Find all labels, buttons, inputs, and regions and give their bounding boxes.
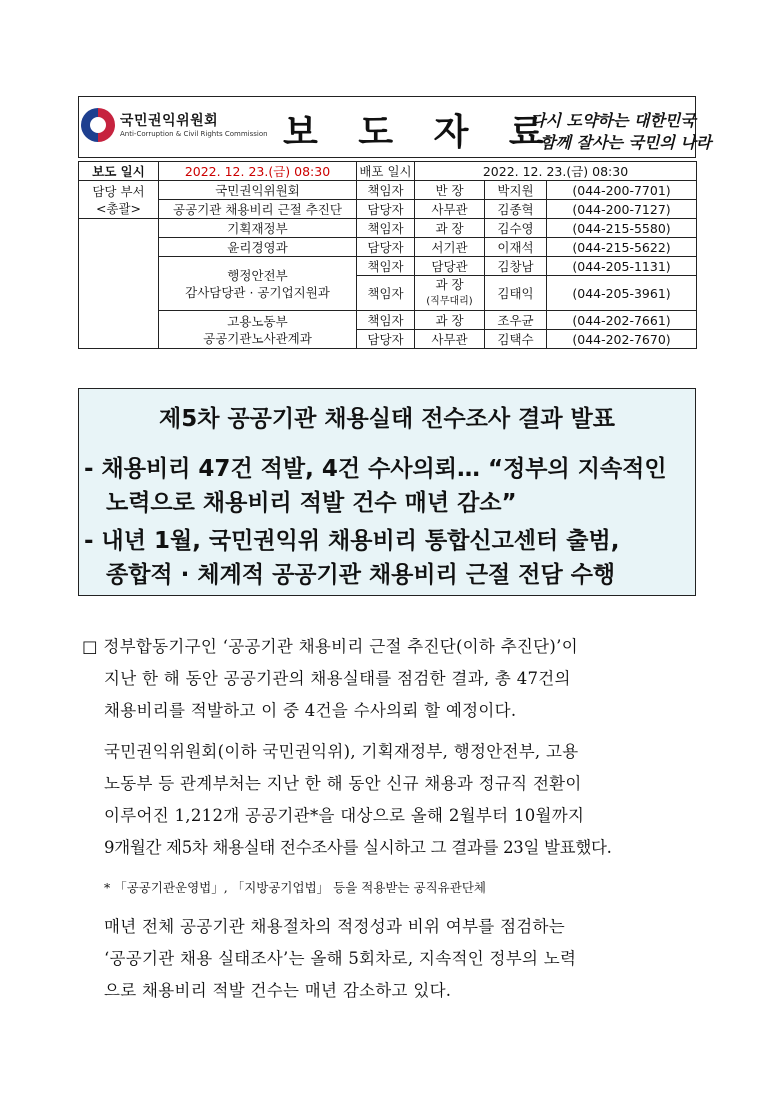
dept-cell: 고용노동부 공공기관노사관계과	[159, 311, 357, 349]
body-text: 지난 한 해 동안 공공기관의 채용실태를 점검한 결과, 총 47건의	[104, 669, 571, 688]
dept-cell: 공공기관 채용비리 근절 추진단	[159, 200, 357, 219]
role-cell: 책임자	[357, 181, 415, 200]
dept-cell: 국민권익위원회	[159, 181, 357, 200]
footnote: * 「공공기관운영법」, 「지방공기업법」 등을 적용받는 공직유관단체	[104, 880, 486, 895]
body-text: 노동부 등 관계부처는 지난 한 해 동안 신규 채용과 정규직 전환이	[104, 774, 582, 793]
contact-table	[78, 161, 697, 349]
slogan-line-1: 다시 도약하는 대한민국	[530, 111, 696, 130]
body-text: 국민권익위원회(이하 국민권익위), 기획재정부, 행정안전부, 고용	[104, 742, 579, 761]
headline-line: 노력으로 채용비리 적발 건수 매년 감소”	[106, 490, 517, 516]
org-name: 국민권익위원회	[120, 113, 219, 129]
report-date-label: 보도 일시	[79, 162, 159, 181]
phone-cell: (044-215-5580)	[547, 219, 697, 238]
body-text: □ 정부합동기구인 ‘공공기관 채용비리 근절 추진단(이하 추진단)’이	[82, 637, 578, 656]
phone-cell: (044-202-7670)	[547, 330, 697, 349]
phone-cell: (044-205-1131)	[547, 257, 697, 276]
position-cell: 서기관	[415, 238, 485, 257]
position-cell: 담당관	[415, 257, 485, 276]
acrc-logo-icon	[81, 108, 115, 142]
headline-title: 제5차 공공기관 채용실태 전수조사 결과 발표	[159, 406, 615, 432]
body-text: 9개월간 제5차 채용실태 전수조사를 실시하고 그 결과를 23일 발표했다.	[104, 838, 612, 857]
body-text: 매년 전체 공공기관 채용절차의 적정성과 비위 여부를 점검하는	[104, 917, 566, 936]
name-cell: 이재석	[485, 238, 547, 257]
name-cell: 김택수	[485, 330, 547, 349]
dept-cell: 윤리경영과	[159, 238, 357, 257]
position-cell: 사무관	[415, 330, 485, 349]
body-text: 채용비리를 적발하고 이 중 4건을 수사의뢰 할 예정이다.	[104, 701, 517, 720]
name-cell: 조우균	[485, 311, 547, 330]
distribution-date-label: 배포 일시	[357, 162, 415, 181]
name-cell: 김창남	[485, 257, 547, 276]
headline-line: - 내년 1월, 국민권익위 채용비리 통합신고센터 출범,	[84, 528, 620, 554]
position-cell: 과 장 (직무대리)	[415, 276, 485, 311]
phone-cell: (044-202-7661)	[547, 311, 697, 330]
phone-cell: (044-200-7701)	[547, 181, 697, 200]
slogan-line-2: 함께 잘사는 국민의 나라	[540, 133, 712, 152]
phone-cell: (044-205-3961)	[547, 276, 697, 311]
dept-cell: 행정안전부 감사담당관 · 공기업지원과	[159, 257, 357, 311]
position-cell: 과 장	[415, 311, 485, 330]
body-text: ‘공공기관 채용 실태조사’는 올해 5회차로, 지속적인 정부의 노력	[104, 949, 577, 968]
dept-label-blank	[79, 219, 159, 349]
role-cell: 책임자	[357, 257, 415, 276]
role-cell: 책임자	[357, 311, 415, 330]
dept-label: 담당 부서 <총괄>	[79, 181, 159, 219]
phone-cell: (044-215-5622)	[547, 238, 697, 257]
headline-line: - 채용비리 47건 적발, 4건 수사의뢰… “정부의 지속적인	[84, 456, 667, 482]
page-title: 보 도 자 료	[283, 112, 558, 153]
distribution-date: 2022. 12. 23.(금) 08:30	[415, 162, 697, 181]
role-cell: 담당자	[357, 200, 415, 219]
org-subtitle: Anti-Corruption & Civil Rights Commission	[120, 130, 268, 138]
role-cell: 책임자	[357, 276, 415, 311]
name-cell: 박지원	[485, 181, 547, 200]
report-date: 2022. 12. 23.(금) 08:30	[159, 162, 357, 181]
body-text: 으로 채용비리 적발 건수는 매년 감소하고 있다.	[104, 981, 452, 1000]
position-cell: 반 장	[415, 181, 485, 200]
name-cell: 김수영	[485, 219, 547, 238]
role-cell: 책임자	[357, 219, 415, 238]
name-cell: 김종혁	[485, 200, 547, 219]
headline-line: 종합적 · 체계적 공공기관 채용비리 근절 전담 수행	[106, 562, 616, 588]
position-cell: 과 장	[415, 219, 485, 238]
role-cell: 담당자	[357, 330, 415, 349]
phone-cell: (044-200-7127)	[547, 200, 697, 219]
role-cell: 담당자	[357, 238, 415, 257]
name-cell: 김태익	[485, 276, 547, 311]
body-text: 이루어진 1,212개 공공기관*을 대상으로 올해 2월부터 10월까지	[104, 806, 585, 825]
position-cell: 사무관	[415, 200, 485, 219]
dept-cell: 기획재정부	[159, 219, 357, 238]
